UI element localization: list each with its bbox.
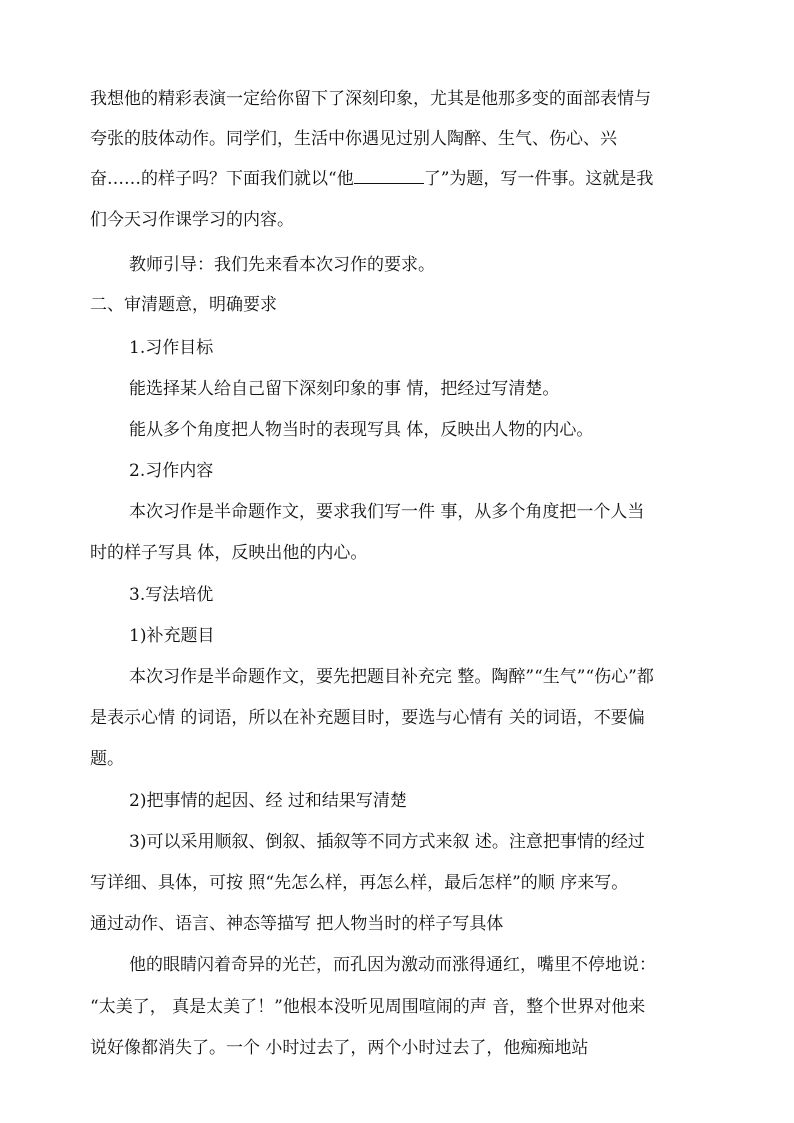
fill-in-blank bbox=[354, 167, 424, 184]
text-line-19: 3)可以采用顺叙、倒叙、插叙等不同方式来叙 述。注意把事情的经过 bbox=[129, 832, 645, 852]
text-line-4: 们今天习作课学习的内容。 bbox=[90, 210, 294, 230]
text-line-9: 能从多个角度把人物当时的表现写具 体，反映出人物的内心。 bbox=[129, 420, 594, 440]
text-line-2: 夸张的肢体动作。同学们，生活中你遇见过别人陶醉、生气、伤心、兴 bbox=[90, 129, 617, 149]
text-line-24: 说好像都消失了。一个 小时过去了，两个小时过去了，他痴痴地站 bbox=[90, 1038, 589, 1058]
text-line-23: “太美了， 真是太美了！”他根本没听见周围喧闹的声 音，整个世界对他来 bbox=[90, 997, 646, 1017]
subheading-3-2: 2)把事情的起因、经 过和结果写清楚 bbox=[129, 791, 407, 811]
text-line-3 bbox=[90, 167, 794, 191]
section-heading: 二、审清题意，明确要求 bbox=[90, 295, 277, 315]
text-line-20: 写详细、具体，可按 照“先怎么样，再怎么样，最后怎样”的顺 序来写。 bbox=[90, 873, 629, 893]
text-line-3-before: 奋……的样子吗？下面我们就以“他 bbox=[90, 169, 354, 189]
text-line-22: 他的眼睛闪着奇异的光芒，而孔因为激动而涨得通红，嘴里不停地说： bbox=[129, 955, 656, 975]
text-line-8: 能选择某人给自己留下深刻印象的事 情，把经过写清楚。 bbox=[129, 379, 560, 399]
text-line-12: 时的样子写具 体，反映出他的内心。 bbox=[90, 543, 368, 563]
subheading-1: 1.习作目标 bbox=[129, 338, 214, 358]
text-line-21: 通过动作、语言、神态等描写 把人物当时的样子写具体 bbox=[90, 914, 504, 934]
subheading-3: 3.写法培优 bbox=[129, 585, 214, 605]
text-line-17: 题。 bbox=[90, 749, 124, 769]
text-line-15: 本次习作是半命题作文，要先把题目补充完 整。陶醉”“生气”“伤心”都 bbox=[129, 667, 654, 687]
text-line-1: 我想他的精彩表演一定给你留下了深刻印象，尤其是他那多变的面部表情与 bbox=[90, 89, 651, 109]
text-line-11: 本次习作是半命题作文，要求我们写一件 事，从多个角度把一个人当 bbox=[129, 502, 645, 522]
subheading-3-1: 1)补充题目 bbox=[129, 626, 215, 646]
subheading-2: 2.习作内容 bbox=[129, 461, 214, 481]
text-line-16: 是表示心情 的词语，所以在补充题目时，要选与心情有 关的词语，不要偏 bbox=[90, 708, 645, 728]
text-line-5: 教师引导：我们先来看本次习作的要求。 bbox=[129, 255, 435, 275]
text-line-3-after: 了”为题，写一件事。这就是我 bbox=[423, 169, 654, 189]
